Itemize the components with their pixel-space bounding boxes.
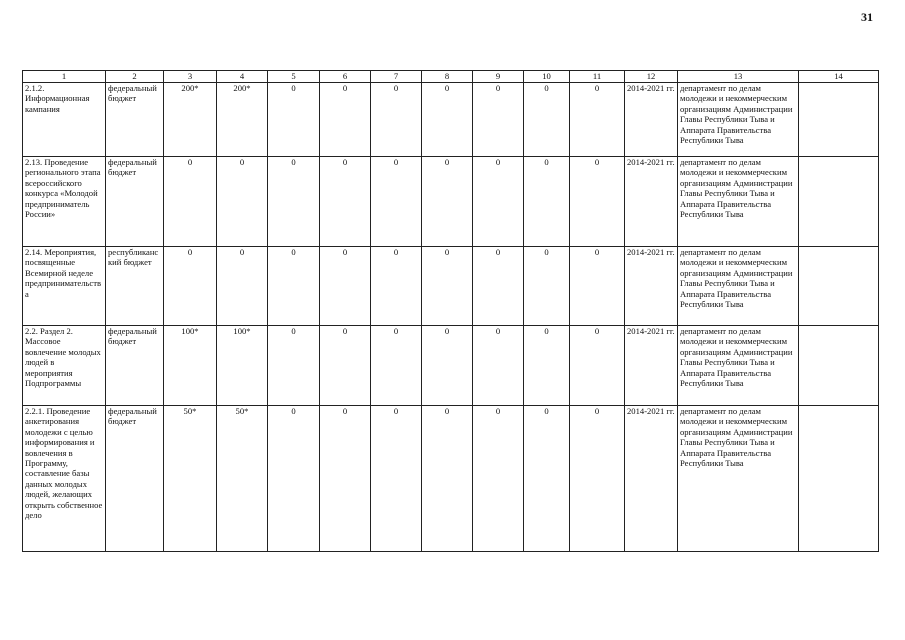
value-col-6: 0 [320,157,371,247]
value-col-8: 0 [422,247,473,326]
responsible-cell: департамент по делам молодежи и некоммерческим организациям Администрации Главы Республики Тыва и Аппарата Правительства Республики Тыва [678,157,799,247]
notes-cell [799,83,879,157]
value-col-6: 0 [320,83,371,157]
event-name-cell: 2.2. Раздел 2. Массовое вовлечение молодых людей в мероприятия Подпрограммы [23,326,106,406]
funding-source-cell: республиканский бюджет [106,247,164,326]
table-body [23,83,879,552]
value-col-9: 0 [473,157,524,247]
value-col-7: 0 [371,406,422,552]
value-col-6: 0 [320,247,371,326]
value-col-6: 0 [320,326,371,406]
value-col-10: 0 [524,157,570,247]
value-col-8: 0 [422,406,473,552]
period-cell: 2014-2021 гг. [625,326,678,406]
notes-cell [799,326,879,406]
table-row [23,157,879,247]
value-col-8: 0 [422,157,473,247]
event-name-cell: 2.13. Проведение регионального этапа всероссийского конкурса «Молодой предприниматель России» [23,157,106,247]
event-name-cell: 2.1.2. Информационная кампания [23,83,106,157]
column-header-12: 12 [625,71,678,83]
value-col-9: 0 [473,83,524,157]
value-col-7: 0 [371,157,422,247]
value-col-7: 0 [371,326,422,406]
responsible-cell: департамент по делам молодежи и некоммерческим организациям Администрации Главы Республики Тыва и Аппарата Правительства Республики Тыва [678,326,799,406]
column-header-6: 6 [320,71,371,83]
column-header-11: 11 [570,71,625,83]
funding-source-cell: федеральный бюджет [106,83,164,157]
period-cell: 2014-2021 гг. [625,406,678,552]
value-col-7: 0 [371,247,422,326]
value-col-10: 0 [524,83,570,157]
value-col-4: 100* [217,326,268,406]
column-header-3: 3 [164,71,217,83]
value-col-9: 0 [473,406,524,552]
event-name-cell: 2.14. Мероприятия, посвященные Всемирной неделе предпринимательства [23,247,106,326]
column-header-1: 1 [23,71,106,83]
funding-source-cell: федеральный бюджет [106,157,164,247]
notes-cell [799,157,879,247]
column-header-8: 8 [422,71,473,83]
table-row [23,83,879,157]
value-col-11: 0 [570,247,625,326]
column-header-5: 5 [268,71,320,83]
program-table [22,70,879,552]
value-col-9: 0 [473,247,524,326]
event-name-cell: 2.2.1. Проведение анкетирования молодежи с целью информирования и вовлечения в Программу, составление базы данных молодых людей, желающих открыть собственное дело [23,406,106,552]
value-col-5: 0 [268,326,320,406]
responsible-cell: департамент по делам молодежи и некоммерческим организациям Администрации Главы Республики Тыва и Аппарата Правительства Республики Тыва [678,406,799,552]
responsible-cell: департамент по делам молодежи и некоммерческим организациям Администрации Главы Республики Тыва и Аппарата Правительства Республики Тыва [678,83,799,157]
value-col-10: 0 [524,247,570,326]
period-cell: 2014-2021 гг. [625,157,678,247]
column-header-14: 14 [799,71,879,83]
value-col-11: 0 [570,83,625,157]
column-header-10: 10 [524,71,570,83]
value-col-4: 0 [217,157,268,247]
value-col-3: 0 [164,157,217,247]
value-col-8: 0 [422,83,473,157]
value-col-10: 0 [524,326,570,406]
value-col-3: 50* [164,406,217,552]
value-col-4: 200* [217,83,268,157]
period-cell: 2014-2021 гг. [625,83,678,157]
value-col-11: 0 [570,157,625,247]
header-row [23,71,879,83]
notes-cell [799,247,879,326]
value-col-11: 0 [570,406,625,552]
table-row [23,406,879,552]
responsible-cell: департамент по делам молодежи и некоммерческим организациям Администрации Главы Республики Тыва и Аппарата Правительства Республики Тыва [678,247,799,326]
funding-source-cell: федеральный бюджет [106,406,164,552]
value-col-4: 0 [217,247,268,326]
notes-cell [799,406,879,552]
value-col-7: 0 [371,83,422,157]
value-col-5: 0 [268,247,320,326]
value-col-11: 0 [570,326,625,406]
page-number: 31 [861,10,873,24]
period-cell: 2014-2021 гг. [625,247,678,326]
column-header-2: 2 [106,71,164,83]
column-header-7: 7 [371,71,422,83]
value-col-6: 0 [320,406,371,552]
value-col-3: 0 [164,247,217,326]
column-header-9: 9 [473,71,524,83]
value-col-5: 0 [268,83,320,157]
column-header-4: 4 [217,71,268,83]
table-row [23,326,879,406]
value-col-5: 0 [268,406,320,552]
table-row [23,247,879,326]
funding-source-cell: федеральный бюджет [106,326,164,406]
value-col-3: 200* [164,83,217,157]
column-header-13: 13 [678,71,799,83]
value-col-9: 0 [473,326,524,406]
value-col-5: 0 [268,157,320,247]
value-col-8: 0 [422,326,473,406]
value-col-4: 50* [217,406,268,552]
value-col-3: 100* [164,326,217,406]
value-col-10: 0 [524,406,570,552]
